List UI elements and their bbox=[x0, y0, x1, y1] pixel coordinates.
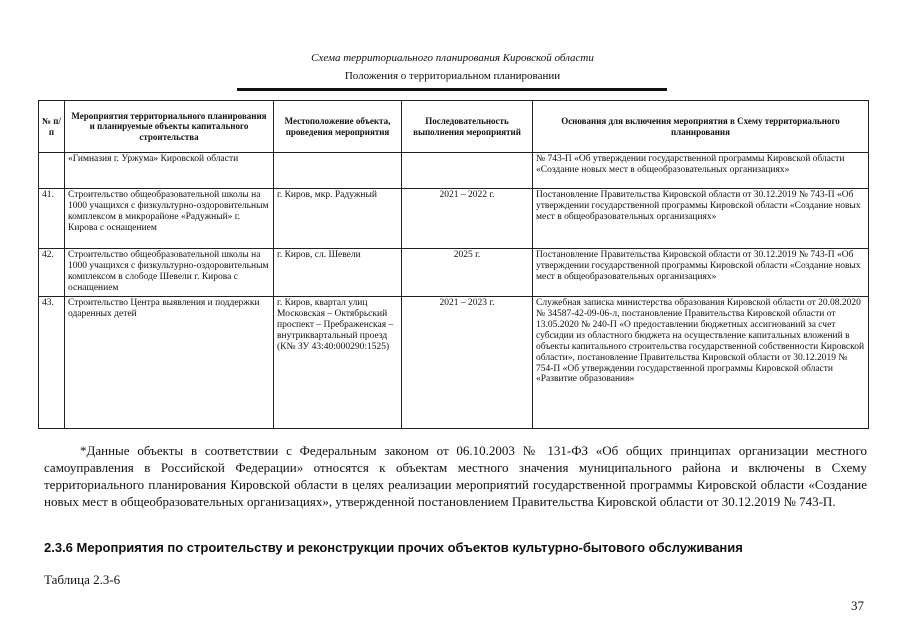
column-header-sequence: Последовательность выполнения мероприятий bbox=[402, 101, 533, 153]
row-location bbox=[274, 153, 402, 189]
row-sequence: 2021 – 2023 г. bbox=[402, 297, 533, 429]
table-row bbox=[39, 153, 869, 189]
row-basis: № 743-П «Об утверждении государственной программы Кировской области «Создание новых мест в общеобразовательных организациях» bbox=[533, 153, 869, 189]
row-number: 43. bbox=[39, 297, 65, 429]
footnote-paragraph: *Данные объекты в соответствии с Федеральным законом от 06.10.2003 № 131-ФЗ «Об общих принципах организации местного самоуправления в Российской Федерации» относятся к объектам местного значения муниципального района и включены в Схему территориального планирования Кировской области в целях реализации мероприятий государственной программы Кировской области «Создание новых мест в общеобразовательных организациях», утвержденной постановлением Правительства Кировской области от 30.12.2019 № 743-П. bbox=[44, 443, 867, 509]
row-event: «Гимназия г. Уржума» Кировской области bbox=[65, 153, 274, 189]
header-rule bbox=[237, 88, 667, 91]
row-sequence: 2021 – 2022 г. bbox=[402, 189, 533, 249]
document-header-title: Схема территориального планирования Кировской области bbox=[311, 52, 594, 64]
row-basis: Постановление Правительства Кировской области от 30.12.2019 № 743-П «Об утверждении государственной программы Кировской области «Создание новых мест в общеобразовательных организациях» bbox=[533, 189, 869, 249]
row-location: г. Киров, мкр. Радужный bbox=[274, 189, 402, 249]
row-location: г. Киров, сл. Шевели bbox=[274, 249, 402, 297]
row-number bbox=[39, 153, 65, 189]
row-number: 41. bbox=[39, 189, 65, 249]
column-header-number: № п/п bbox=[39, 101, 65, 153]
section-heading: 2.3.6 Мероприятия по строительству и реконструкции прочих объектов культурно-бытового обслуживания bbox=[44, 540, 743, 555]
row-basis: Служебная записка министерства образования Кировской области от 20.08.2020 № 34587-42-09-06-л, постановление Правительства Кировской области от 13.05.2020 № 240-П «О предоставлении бюджетных ассигнований за счет субсидии из областного бюджета на осуществление капитальных вложений в объекты капитального строительства государственной собственности Кировской области», постановление Правительства Кировской области от 30.12.2019 № 754-П «Об утверждении государственной программы Кировской области «Развитие образования» bbox=[533, 297, 869, 429]
column-header-event: Мероприятия территориального планирования и планируемые объекты капитального строительства bbox=[65, 101, 274, 153]
row-event: Строительство Центра выявления и поддержки одаренных детей bbox=[65, 297, 274, 429]
table-label: Таблица 2.3-6 bbox=[44, 572, 121, 587]
column-header-location: Местоположение объекта, проведения мероприятия bbox=[274, 101, 402, 153]
row-location: г. Киров, квартал улиц Московская – Октябрьский проспект – Пребраженская – внутриквартальный проезд (К№ ЗУ 43:40:000290:1525) bbox=[274, 297, 402, 429]
table-row bbox=[39, 189, 869, 249]
row-event: Строительство общеобразовательной школы на 1000 учащихся с физкультурно-оздоровительным комплексом в слободе Шевели г. Кирова с оснащением bbox=[65, 249, 274, 297]
row-basis: Постановление Правительства Кировской области от 30.12.2019 № 743-П «Об утверждении государственной программы Кировской области «Создание новых мест в общеобразовательных организациях» bbox=[533, 249, 869, 297]
row-event: Строительство общеобразовательной школы на 1000 учащихся с физкультурно-оздоровительным комплексом в микрорайоне «Радужный» г. Кирова с оснащением bbox=[65, 189, 274, 249]
table-header-row bbox=[39, 101, 869, 153]
page-number: 37 bbox=[851, 598, 864, 613]
table-row bbox=[39, 249, 869, 297]
column-header-basis: Основания для включения мероприятия в Схему территориального планирования bbox=[533, 101, 869, 153]
row-sequence bbox=[402, 153, 533, 189]
document-header-subtitle: Положения о территориальном планировании bbox=[344, 70, 561, 82]
row-number: 42. bbox=[39, 249, 65, 297]
table-row bbox=[39, 297, 869, 429]
planning-table bbox=[38, 100, 869, 429]
row-sequence: 2025 г. bbox=[402, 249, 533, 297]
